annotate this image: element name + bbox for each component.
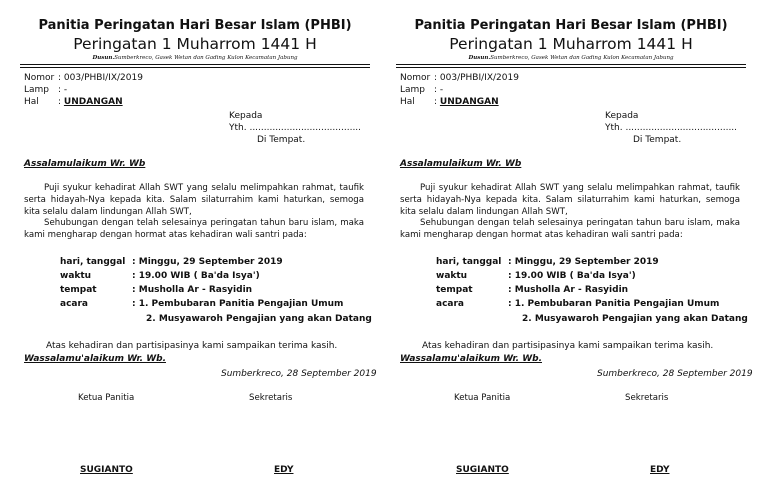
nomor-label: Nomor (24, 73, 55, 83)
body-paragraph-1: Puji syukur kehadirat Allah SWT yang selalu melimpahkan rahmat, taufik serta hidayah-Nya kepada kita. Salam silaturrahim kami haturkan, semoga kita selalu dalam lindungan Allah SWT, (400, 183, 740, 217)
farewell: Wassalamu'alaikum Wr. Wb. (24, 354, 166, 364)
nomor-value: : 003/PHBI/IX/2019 (434, 73, 519, 83)
lamp-label: Lamp (24, 85, 50, 95)
header-rule-thin (396, 67, 746, 68)
org-title: Panitia Peringatan Hari Besar Islam (PHBI) (38, 18, 352, 33)
event-title: Peringatan 1 Muharrom 1441 H (73, 35, 317, 53)
signature-name-secretary: EDY (274, 465, 294, 475)
detail-key-date: hari, tanggal (60, 257, 126, 267)
signature-title-chair: Ketua Panitia (78, 393, 135, 403)
detail-value-agenda: : 1. Pembubaran Panitia Pengajian Umum (132, 299, 344, 309)
greeting: Assalamulaikum Wr. Wb (400, 159, 522, 169)
address-line: Dusun.Sumberkreco, Gasek Wetan dan Gading Kulon Kecamatan Jabung (468, 55, 674, 61)
detail-key-place: tempat (436, 285, 473, 295)
recipient-place: Di Tempat. (633, 135, 682, 145)
signature-name-chair: SUGIANTO (456, 465, 509, 475)
closing-text: Atas kehadiran dan partisipasinya kami sampaikan terima kasih. (422, 341, 714, 351)
greeting: Assalamulaikum Wr. Wb (24, 159, 146, 169)
place-date: Sumberkreco, 28 September 2019 (221, 369, 377, 379)
lamp-value: : - (58, 85, 68, 95)
body-paragraph-1: Puji syukur kehadirat Allah SWT yang selalu melimpahkan rahmat, taufik serta hidayah-Nya kepada kita. Salam silaturrahim kami haturkan, semoga kita selalu dalam lindungan Allah SWT, (24, 183, 364, 217)
event-title: Peringatan 1 Muharrom 1441 H (449, 35, 693, 53)
nomor-value: : 003/PHBI/IX/2019 (58, 73, 143, 83)
detail-key-agenda: acara (436, 299, 464, 309)
detail-value-time: : 19.00 WIB ( Ba'da Isya') (508, 271, 636, 281)
detail-key-time: waktu (436, 271, 468, 281)
org-title: Panitia Peringatan Hari Besar Islam (PHBI) (414, 18, 728, 33)
invitation-letter-left (20, 0, 377, 501)
detail-key-agenda: acara (60, 299, 88, 309)
closing-text: Atas kehadiran dan partisipasinya kami sampaikan terima kasih. (46, 341, 338, 351)
detail-key-date: hari, tanggal (436, 257, 502, 267)
signature-title-secretary: Sekretaris (625, 393, 669, 403)
signature-title-secretary: Sekretaris (249, 393, 293, 403)
detail-value-date: : Minggu, 29 September 2019 (508, 257, 659, 267)
detail-value-agenda-2: 2. Musyawaroh Pengajian yang akan Datang (146, 314, 372, 324)
signature-title-chair: Ketua Panitia (454, 393, 511, 403)
recipient-place: Di Tempat. (257, 135, 306, 145)
detail-key-time: waktu (60, 271, 92, 281)
invitation-letter-right (396, 0, 753, 501)
header-rule-thin (20, 67, 370, 68)
place-date: Sumberkreco, 28 September 2019 (597, 369, 753, 379)
detail-value-agenda: : 1. Pembubaran Panitia Pengajian Umum (508, 299, 720, 309)
signature-name-secretary: EDY (650, 465, 670, 475)
detail-key-place: tempat (60, 285, 97, 295)
hal-label: Hal (400, 97, 415, 107)
recipient-kepada: Kepada (605, 111, 639, 121)
hal-label: Hal (24, 97, 39, 107)
letter-body (400, 183, 740, 242)
header-rule-thick (20, 64, 370, 65)
detail-value-date: : Minggu, 29 September 2019 (132, 257, 283, 267)
farewell: Wassalamu'alaikum Wr. Wb. (400, 354, 542, 364)
body-paragraph-2: Sehubungan dengan telah selesainya peringatan tahun baru islam, maka kami mengharap dengan hormat atas kehadiran wali santri pada: (24, 218, 364, 241)
letter-body (24, 183, 364, 242)
hal-value: : UNDANGAN (434, 97, 499, 107)
lamp-label: Lamp (400, 85, 426, 95)
signature-name-chair: SUGIANTO (80, 465, 133, 475)
address-line: Dusun.Sumberkreco, Gasek Wetan dan Gading Kulon Kecamatan Jabung (92, 55, 298, 61)
recipient-yth: Yth. ....................................... (605, 123, 738, 133)
hal-value: : UNDANGAN (58, 97, 123, 107)
body-paragraph-2: Sehubungan dengan telah selesainya peringatan tahun baru islam, maka kami mengharap dengan hormat atas kehadiran wali santri pada: (400, 218, 740, 241)
recipient-kepada: Kepada (229, 111, 263, 121)
header-rule-thick (396, 64, 746, 65)
detail-value-time: : 19.00 WIB ( Ba'da Isya') (132, 271, 260, 281)
detail-value-place: : Musholla Ar - Rasyidin (508, 285, 629, 295)
recipient-yth: Yth. ....................................... (229, 123, 362, 133)
nomor-label: Nomor (400, 73, 431, 83)
lamp-value: : - (434, 85, 444, 95)
detail-value-agenda-2: 2. Musyawaroh Pengajian yang akan Datang (522, 314, 748, 324)
detail-value-place: : Musholla Ar - Rasyidin (132, 285, 253, 295)
